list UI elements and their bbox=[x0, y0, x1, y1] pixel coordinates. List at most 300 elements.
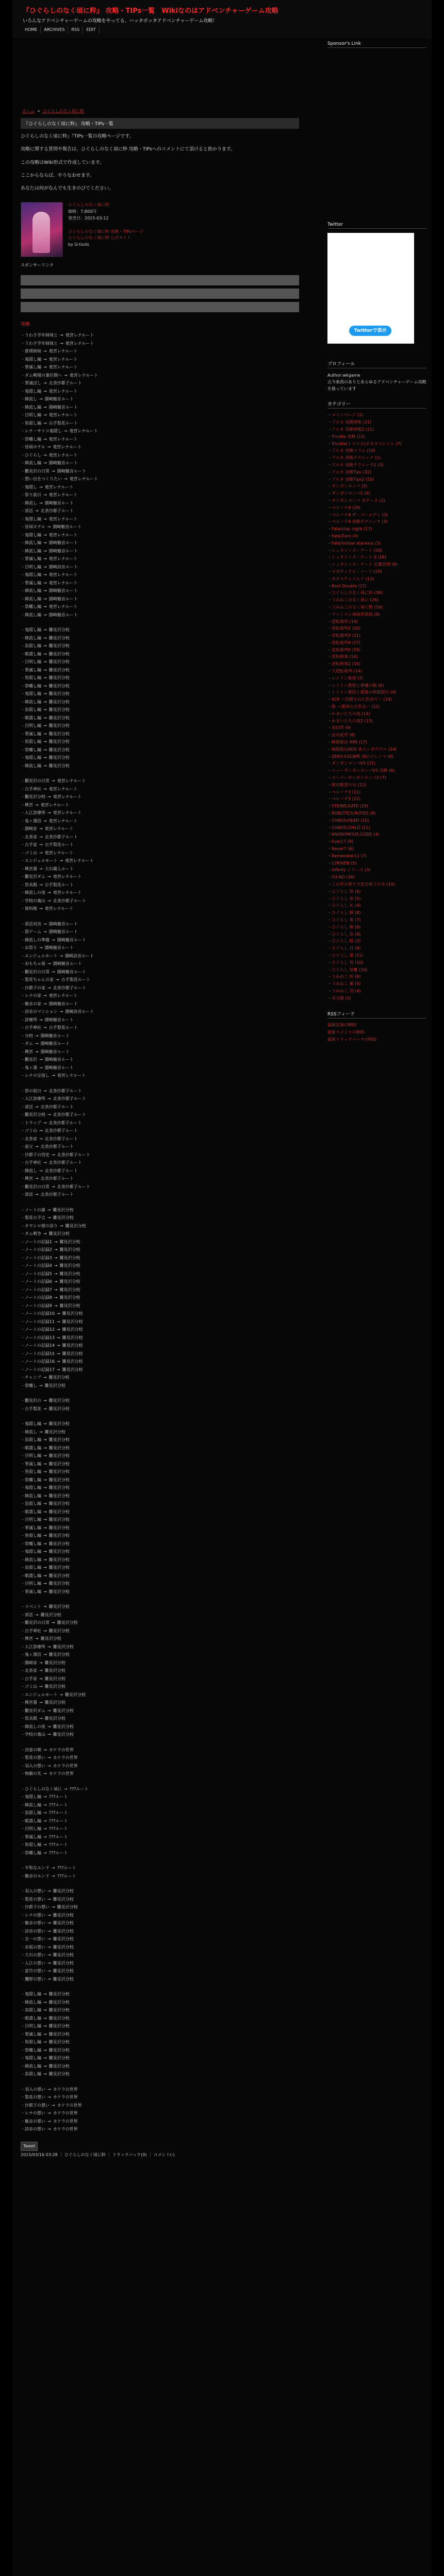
site-title[interactable]: 『ひぐらしのなく頃に粋』 攻略・TIPs一覧 Wikiなのはアドベンチャーゲーム攻略 bbox=[23, 7, 278, 15]
category-item[interactable]: ・ 逆転検事2 (15) bbox=[327, 660, 426, 668]
route-item[interactable] bbox=[21, 1903, 299, 1911]
route-item[interactable] bbox=[21, 873, 299, 881]
route-item[interactable] bbox=[21, 595, 299, 603]
route-item[interactable] bbox=[21, 690, 299, 698]
category-item[interactable]: ・ カオスチャイルド (13) bbox=[327, 575, 426, 583]
route-item[interactable] bbox=[21, 1959, 299, 1968]
route-item[interactable] bbox=[21, 587, 299, 595]
route-item[interactable] bbox=[21, 714, 299, 722]
route-item[interactable] bbox=[21, 1191, 299, 1199]
category-item[interactable]: ・ 大逆転裁判 (14) bbox=[327, 668, 426, 675]
route-item[interactable] bbox=[21, 746, 299, 754]
category-item[interactable]: ・ ペルソナ4 ザ・ゴールデン (3) bbox=[327, 512, 426, 519]
route-item[interactable] bbox=[21, 1919, 299, 1927]
route-item[interactable] bbox=[21, 1516, 299, 1524]
category-item[interactable]: ・ かまいたちの夜2 (13) bbox=[327, 718, 426, 725]
category-item[interactable]: ・ infinity シリーズ (3) bbox=[327, 867, 426, 874]
route-item[interactable] bbox=[21, 1770, 299, 1778]
route-item[interactable] bbox=[21, 1238, 299, 1246]
product-link-2[interactable]: ひぐらしのなく頃に粋 公式サイト bbox=[68, 235, 131, 241]
category-item[interactable]: ・ Never7 (6) bbox=[327, 845, 426, 853]
route-item[interactable] bbox=[21, 1476, 299, 1484]
twitter-view-button[interactable]: Twitterで表示 bbox=[349, 326, 391, 336]
route-item[interactable] bbox=[21, 1040, 299, 1048]
route-item[interactable] bbox=[21, 2054, 299, 2062]
route-item[interactable] bbox=[21, 1175, 299, 1183]
category-item[interactable]: ・ ファミコン探偵倶楽部 (8) bbox=[327, 611, 426, 618]
route-item[interactable] bbox=[21, 1580, 299, 1588]
nav-rss[interactable]: RSS bbox=[68, 26, 83, 33]
route-item[interactable] bbox=[21, 2030, 299, 2039]
category-item[interactable]: ・ 逆転裁判 (16) bbox=[327, 618, 426, 625]
category-item[interactable]: ・ 未分類 (3) bbox=[327, 995, 426, 1002]
route-item[interactable] bbox=[21, 1572, 299, 1580]
route-item[interactable] bbox=[21, 1048, 299, 1056]
route-item[interactable] bbox=[21, 984, 299, 992]
route-item[interactable] bbox=[21, 2046, 299, 2055]
post-meta-line[interactable]: 2015/03/16 03:28 ｜ ひぐらしのなく頃に粋 ｜ トラックバック(0) ｜ コメント(-) bbox=[21, 2152, 175, 2157]
route-item[interactable] bbox=[21, 1294, 299, 1302]
route-item[interactable] bbox=[21, 1151, 299, 1159]
route-item[interactable] bbox=[21, 1302, 299, 1310]
route-item[interactable] bbox=[21, 1975, 299, 1984]
route-item[interactable] bbox=[21, 1943, 299, 1952]
route-item[interactable] bbox=[21, 2062, 299, 2071]
route-item[interactable] bbox=[21, 1500, 299, 1508]
route-item[interactable] bbox=[21, 387, 299, 396]
category-item[interactable]: ・ 街 ～運命の交差点～ (12) bbox=[327, 703, 426, 710]
category-item[interactable]: ・ 逆転裁判2 (10) bbox=[327, 625, 426, 632]
category-item[interactable]: ・ ひぐらし 解 (8) bbox=[327, 909, 426, 917]
route-item[interactable] bbox=[21, 1754, 299, 1762]
route-item[interactable] bbox=[21, 897, 299, 905]
route-item[interactable] bbox=[21, 1967, 299, 1975]
route-item[interactable] bbox=[21, 841, 299, 849]
category-item[interactable]: ・ 逆転検事 (14) bbox=[327, 653, 426, 660]
category-item[interactable]: ・ 極限脱出 999 (17) bbox=[327, 739, 426, 746]
route-item[interactable] bbox=[21, 1103, 299, 1111]
route-item[interactable] bbox=[21, 1564, 299, 1572]
category-item[interactable]: ・ ひぐらし 祭囃 (14) bbox=[327, 967, 426, 974]
route-item[interactable] bbox=[21, 340, 299, 348]
route-item[interactable] bbox=[21, 1064, 299, 1072]
route-item[interactable] bbox=[21, 1436, 299, 1444]
category-item[interactable]: ・ かまいたちの夜 (14) bbox=[327, 710, 426, 718]
route-item[interactable] bbox=[21, 1397, 299, 1405]
route-item[interactable] bbox=[21, 1864, 299, 1872]
route-item[interactable] bbox=[21, 1214, 299, 1222]
category-item[interactable]: ・ アルカ 攻略情報 (21) bbox=[327, 419, 426, 426]
route-item[interactable] bbox=[21, 1841, 299, 1849]
route-item[interactable] bbox=[21, 483, 299, 492]
route-item[interactable] bbox=[21, 1452, 299, 1460]
category-item[interactable]: ・ うみねこのなく頃に散 (16) bbox=[327, 604, 426, 611]
route-item[interactable] bbox=[21, 1746, 299, 1754]
route-item[interactable] bbox=[21, 1444, 299, 1452]
route-item[interactable] bbox=[21, 1683, 299, 1691]
route-item[interactable] bbox=[21, 1785, 299, 1793]
route-item[interactable] bbox=[21, 642, 299, 650]
category-item[interactable]: ・ ダンガンロンパ (5) bbox=[327, 483, 426, 490]
route-item[interactable] bbox=[21, 634, 299, 642]
route-item[interactable] bbox=[21, 1278, 299, 1286]
rss-item[interactable]: 最新コメントのRSS bbox=[327, 1029, 365, 1035]
category-item[interactable]: ・ ひぐらし 皆 (10) bbox=[327, 959, 426, 967]
route-item[interactable] bbox=[21, 499, 299, 507]
route-item[interactable] bbox=[21, 960, 299, 968]
route-item[interactable] bbox=[21, 1254, 299, 1262]
category-item[interactable]: ・ アルカ 攻略テクニック (2) bbox=[327, 454, 426, 462]
route-item[interactable] bbox=[21, 817, 299, 825]
category-item[interactable]: ・ Remember11 (7) bbox=[327, 853, 426, 860]
route-item[interactable] bbox=[21, 1087, 299, 1095]
route-item[interactable] bbox=[21, 881, 299, 889]
category-item[interactable]: ・ この世の果てで恋を唄う少女 (10) bbox=[327, 881, 426, 888]
route-item[interactable] bbox=[21, 451, 299, 460]
route-item[interactable] bbox=[21, 1032, 299, 1040]
category-item[interactable]: ・ アルカ 攻略Tips (32) bbox=[327, 469, 426, 476]
category-item[interactable]: ・ Root Double (21) bbox=[327, 583, 426, 590]
route-item[interactable] bbox=[21, 1350, 299, 1358]
route-item[interactable] bbox=[21, 1651, 299, 1659]
category-item[interactable]: ・ アルカ 攻略テクニック2 (3) bbox=[327, 462, 426, 469]
category-item[interactable]: ・ ペルソナ4 攻略テクニック (3) bbox=[327, 518, 426, 526]
route-item[interactable] bbox=[21, 1167, 299, 1175]
route-item[interactable] bbox=[21, 1723, 299, 1731]
category-item[interactable]: ・ ひぐらし 暇 (3) bbox=[327, 938, 426, 945]
route-item[interactable] bbox=[21, 1895, 299, 1904]
nav-edit[interactable]: EDIT bbox=[83, 26, 99, 33]
route-item[interactable] bbox=[21, 1825, 299, 1833]
route-item[interactable] bbox=[21, 1183, 299, 1191]
route-item[interactable] bbox=[21, 1119, 299, 1127]
route-item[interactable] bbox=[21, 1484, 299, 1492]
category-item[interactable]: ・ ダンガンロンパ 全データ (2) bbox=[327, 497, 426, 504]
route-item[interactable] bbox=[21, 754, 299, 762]
route-item[interactable] bbox=[21, 1111, 299, 1119]
route-item[interactable] bbox=[21, 363, 299, 371]
category-item[interactable]: ・ レイトン教授と悪魔の箱 (6) bbox=[327, 682, 426, 689]
route-item[interactable] bbox=[21, 1222, 299, 1230]
category-item[interactable]: ・ メインページ (1) bbox=[327, 412, 426, 419]
route-item[interactable] bbox=[21, 1667, 299, 1675]
route-item[interactable] bbox=[21, 936, 299, 944]
route-item[interactable] bbox=[21, 928, 299, 936]
route-item[interactable] bbox=[21, 1998, 299, 2007]
route-item[interactable] bbox=[21, 2117, 299, 2126]
route-item[interactable] bbox=[21, 849, 299, 857]
category-item[interactable]: ・ CHAOS;HEAD (10) bbox=[327, 817, 426, 824]
route-item[interactable] bbox=[21, 1246, 299, 1254]
route-item[interactable] bbox=[21, 1675, 299, 1683]
category-item[interactable]: ・ Fate/Zero (4) bbox=[327, 533, 426, 540]
route-item[interactable] bbox=[21, 603, 299, 611]
route-item[interactable] bbox=[21, 1262, 299, 1270]
route-item[interactable] bbox=[21, 1887, 299, 1895]
route-item[interactable] bbox=[21, 1420, 299, 1428]
route-item[interactable] bbox=[21, 1935, 299, 1943]
category-item[interactable]: ・ ひぐらし 綿 (6) bbox=[327, 924, 426, 931]
route-item[interactable] bbox=[21, 1428, 299, 1436]
category-item[interactable]: ・ YU-NO (16) bbox=[327, 874, 426, 881]
route-item[interactable] bbox=[21, 347, 299, 355]
route-item[interactable] bbox=[21, 1556, 299, 1564]
route-item[interactable] bbox=[21, 1707, 299, 1715]
category-item[interactable]: ・ Fate/stay night (17) bbox=[327, 526, 426, 533]
route-item[interactable] bbox=[21, 1460, 299, 1468]
rss-item[interactable]: 最新記事のRSS bbox=[327, 1022, 356, 1027]
route-item[interactable] bbox=[21, 730, 299, 738]
route-item[interactable] bbox=[21, 825, 299, 833]
category-item[interactable]: ・ ひぐらしのなく頃に粋 (38) bbox=[327, 589, 426, 597]
route-item[interactable] bbox=[21, 1627, 299, 1635]
category-item[interactable]: ・ CHAOS;CHILD (11) bbox=[327, 824, 426, 832]
category-item[interactable]: ・ ペルソナ5 (22) bbox=[327, 795, 426, 803]
route-item[interactable] bbox=[21, 2102, 299, 2110]
route-item[interactable] bbox=[21, 2006, 299, 2014]
route-item[interactable] bbox=[21, 1072, 299, 1080]
route-item[interactable] bbox=[21, 1715, 299, 1723]
route-item[interactable] bbox=[21, 801, 299, 809]
route-item[interactable] bbox=[21, 515, 299, 523]
category-item[interactable]: ・ ひぐらし 祟 (9) bbox=[327, 931, 426, 938]
product-cover-image[interactable] bbox=[21, 202, 63, 257]
route-item[interactable] bbox=[21, 905, 299, 913]
route-item[interactable] bbox=[21, 920, 299, 928]
route-item[interactable] bbox=[21, 1310, 299, 1318]
route-item[interactable] bbox=[21, 475, 299, 483]
category-item[interactable]: ・ ひぐらし 祭 (6) bbox=[327, 888, 426, 895]
route-item[interactable] bbox=[21, 793, 299, 801]
route-item[interactable] bbox=[21, 395, 299, 403]
route-item[interactable] bbox=[21, 507, 299, 515]
breadcrumb-home[interactable]: ホーム bbox=[22, 109, 35, 113]
route-item[interactable] bbox=[21, 1468, 299, 1476]
route-item[interactable] bbox=[21, 1872, 299, 1880]
category-item[interactable]: ・ ZERO ESCAPE 刻のジレンマ (8) bbox=[327, 753, 426, 760]
route-item[interactable] bbox=[21, 1911, 299, 1920]
route-item[interactable] bbox=[21, 1270, 299, 1278]
route-item[interactable] bbox=[21, 1635, 299, 1643]
category-item[interactable]: ・ 逆転裁判3 (11) bbox=[327, 632, 426, 639]
category-item[interactable]: ・ 逆転裁判5 (19) bbox=[327, 647, 426, 654]
route-item[interactable] bbox=[21, 1990, 299, 1998]
category-item[interactable]: ・ 絶対絶望少女 (12) bbox=[327, 782, 426, 789]
category-item[interactable]: ・ 428 ～封鎖された渋谷で～ (18) bbox=[327, 696, 426, 703]
route-item[interactable] bbox=[21, 531, 299, 539]
route-item[interactable] bbox=[21, 889, 299, 897]
category-item[interactable]: ・ シュタインズ・ゲート 比翼恋理 (9) bbox=[327, 561, 426, 568]
category-item[interactable]: ・ アルカ 攻略Tips2 (10) bbox=[327, 476, 426, 483]
route-item[interactable] bbox=[21, 467, 299, 476]
route-item[interactable] bbox=[21, 722, 299, 730]
category-item[interactable]: ・ Fate/hollow ataraxia (3) bbox=[327, 540, 426, 547]
route-item[interactable] bbox=[21, 1762, 299, 1770]
route-item[interactable] bbox=[21, 1000, 299, 1008]
route-item[interactable] bbox=[21, 1603, 299, 1611]
route-item[interactable] bbox=[21, 785, 299, 793]
route-item[interactable] bbox=[21, 682, 299, 690]
route-item[interactable] bbox=[21, 435, 299, 444]
route-item[interactable] bbox=[21, 1659, 299, 1667]
route-item[interactable] bbox=[21, 944, 299, 952]
tweet-button[interactable]: Tweet bbox=[21, 2142, 38, 2151]
route-item[interactable] bbox=[21, 1366, 299, 1374]
route-item[interactable] bbox=[21, 1524, 299, 1532]
route-item[interactable] bbox=[21, 1643, 299, 1651]
route-item[interactable] bbox=[21, 2070, 299, 2078]
route-item[interactable] bbox=[21, 976, 299, 984]
category-item[interactable]: ・ うみねこ 翼 (5) bbox=[327, 980, 426, 988]
route-item[interactable] bbox=[21, 738, 299, 746]
route-item[interactable] bbox=[21, 571, 299, 579]
category-item[interactable]: ・ Tricolle(トリコル)ポタスペシャル (7) bbox=[327, 440, 426, 448]
route-item[interactable] bbox=[21, 1801, 299, 1809]
category-item[interactable]: ・ Tricolle 攻略 (15) bbox=[327, 433, 426, 440]
route-item[interactable] bbox=[21, 1927, 299, 1936]
route-item[interactable] bbox=[21, 1405, 299, 1413]
route-item[interactable] bbox=[21, 611, 299, 619]
category-item[interactable]: ・ 極限脱出ADV 善人シボウデス (14) bbox=[327, 746, 426, 753]
category-item[interactable]: ・ Ever17 (9) bbox=[327, 838, 426, 845]
nav-archives[interactable]: ARCHIVES bbox=[41, 26, 68, 33]
route-item[interactable] bbox=[21, 1817, 299, 1825]
route-item[interactable] bbox=[21, 1008, 299, 1016]
route-item[interactable] bbox=[21, 1024, 299, 1032]
category-item[interactable]: ・ STEINS;GATE (19) bbox=[327, 803, 426, 810]
route-item[interactable] bbox=[21, 1508, 299, 1516]
route-item[interactable] bbox=[21, 2038, 299, 2046]
route-item[interactable] bbox=[21, 1588, 299, 1596]
route-item[interactable] bbox=[21, 539, 299, 547]
category-item[interactable]: ・ ロボティクス・ノーツ (29) bbox=[327, 568, 426, 575]
route-item[interactable] bbox=[21, 658, 299, 666]
route-item[interactable] bbox=[21, 865, 299, 873]
product-link-1[interactable]: ひぐらしのなく頃に粋 攻略・TIPsページ bbox=[68, 229, 144, 234]
category-item[interactable]: ・ アルカ 攻略情報2 (11) bbox=[327, 426, 426, 433]
route-item[interactable] bbox=[21, 1143, 299, 1151]
route-item[interactable] bbox=[21, 355, 299, 364]
route-item[interactable] bbox=[21, 1492, 299, 1500]
route-item[interactable] bbox=[21, 1731, 299, 1739]
route-item[interactable] bbox=[21, 371, 299, 380]
route-item[interactable] bbox=[21, 857, 299, 865]
route-item[interactable] bbox=[21, 952, 299, 960]
route-item[interactable] bbox=[21, 1095, 299, 1103]
route-item[interactable] bbox=[21, 2014, 299, 2023]
route-item[interactable] bbox=[21, 1691, 299, 1699]
category-item[interactable]: ・ うみねこ 羽 (4) bbox=[327, 988, 426, 995]
category-item[interactable]: ・ スーパーダンガンロンパ2 (7) bbox=[327, 774, 426, 782]
route-item[interactable] bbox=[21, 1382, 299, 1390]
route-item[interactable] bbox=[21, 698, 299, 706]
route-item[interactable] bbox=[21, 1318, 299, 1326]
rss-item[interactable]: 最新トラックバックのRSS bbox=[327, 1037, 377, 1042]
category-item[interactable]: ・ ペルソナ4 (29) bbox=[327, 504, 426, 512]
route-item[interactable] bbox=[21, 491, 299, 499]
route-item[interactable] bbox=[21, 459, 299, 467]
route-item[interactable] bbox=[21, 1358, 299, 1366]
category-item[interactable]: ・ ひぐらし 罪 (11) bbox=[327, 952, 426, 959]
route-item[interactable] bbox=[21, 379, 299, 387]
route-item[interactable] bbox=[21, 1849, 299, 1857]
route-item[interactable] bbox=[21, 1342, 299, 1350]
route-item[interactable] bbox=[21, 1699, 299, 1707]
route-item[interactable] bbox=[21, 1159, 299, 1167]
category-item[interactable]: ・ 12RIVEN (5) bbox=[327, 860, 426, 867]
route-item[interactable] bbox=[21, 555, 299, 563]
route-item[interactable] bbox=[21, 706, 299, 714]
route-item[interactable] bbox=[21, 1206, 299, 1214]
category-item[interactable]: ・ ひぐらし 目 (8) bbox=[327, 945, 426, 952]
route-item[interactable] bbox=[21, 1326, 299, 1334]
route-item[interactable] bbox=[21, 626, 299, 634]
route-item[interactable] bbox=[21, 1135, 299, 1143]
category-item[interactable]: ・ ROBOTICS;NOTES (9) bbox=[327, 810, 426, 817]
nav-home[interactable]: HOME bbox=[22, 26, 41, 33]
route-item[interactable] bbox=[21, 1127, 299, 1135]
route-item[interactable] bbox=[21, 1611, 299, 1619]
route-item[interactable] bbox=[21, 419, 299, 428]
route-item[interactable] bbox=[21, 2109, 299, 2117]
route-item[interactable] bbox=[21, 762, 299, 770]
route-item[interactable] bbox=[21, 777, 299, 785]
route-item[interactable] bbox=[21, 1016, 299, 1024]
product-title[interactable]: ひぐらしのなく頃に粋 bbox=[68, 202, 109, 208]
category-item[interactable]: ・ ペルソナ3 (11) bbox=[327, 789, 426, 796]
category-item[interactable]: ・ 弟切草 (6) bbox=[327, 724, 426, 732]
category-item[interactable]: ・ ひぐらし 鬼 (7) bbox=[327, 917, 426, 924]
route-item[interactable] bbox=[21, 523, 299, 531]
route-item[interactable] bbox=[21, 833, 299, 841]
route-item[interactable] bbox=[21, 650, 299, 658]
category-item[interactable]: ・ うみねこのなく頃に (26) bbox=[327, 597, 426, 604]
category-item[interactable]: ・ ニューダンガンロンパV3 攻略 (6) bbox=[327, 767, 426, 774]
route-item[interactable] bbox=[21, 2093, 299, 2102]
breadcrumb-category[interactable]: ひぐらしのなく頃に粋 bbox=[43, 109, 84, 113]
route-item[interactable] bbox=[21, 1334, 299, 1342]
route-item[interactable] bbox=[21, 1374, 299, 1382]
route-item[interactable] bbox=[21, 1951, 299, 1959]
route-item[interactable] bbox=[21, 674, 299, 682]
route-item[interactable] bbox=[21, 443, 299, 451]
route-item[interactable] bbox=[21, 2022, 299, 2030]
category-item[interactable]: ・ うみねこ 咲 (6) bbox=[327, 973, 426, 980]
route-item[interactable] bbox=[21, 1809, 299, 1817]
route-item[interactable] bbox=[21, 411, 299, 419]
category-item[interactable]: ・ 逆転裁判4 (17) bbox=[327, 639, 426, 647]
category-item[interactable]: ・ 忌火起草 (8) bbox=[327, 732, 426, 739]
route-item[interactable] bbox=[21, 1286, 299, 1294]
route-item[interactable] bbox=[21, 809, 299, 817]
route-item[interactable] bbox=[21, 1619, 299, 1627]
route-item[interactable] bbox=[21, 1833, 299, 1841]
route-item[interactable] bbox=[21, 1548, 299, 1556]
category-item[interactable]: ・ シュタインズ・ゲート (30) bbox=[327, 547, 426, 554]
route-item[interactable] bbox=[21, 563, 299, 571]
route-item[interactable] bbox=[21, 331, 299, 340]
route-item[interactable] bbox=[21, 427, 299, 435]
category-item[interactable]: ・ ひぐらし 奉 (5) bbox=[327, 895, 426, 903]
route-item[interactable] bbox=[21, 1540, 299, 1548]
route-item[interactable] bbox=[21, 1056, 299, 1064]
route-item[interactable] bbox=[21, 1532, 299, 1540]
category-item[interactable]: ・ アルカ 攻略コラム (16) bbox=[327, 447, 426, 454]
route-item[interactable] bbox=[21, 1230, 299, 1238]
category-item[interactable]: ・ レイトン教授と最後の時間旅行 (9) bbox=[327, 689, 426, 696]
category-item[interactable]: ・ ひぐらし 礼 (4) bbox=[327, 902, 426, 909]
route-item[interactable] bbox=[21, 579, 299, 587]
